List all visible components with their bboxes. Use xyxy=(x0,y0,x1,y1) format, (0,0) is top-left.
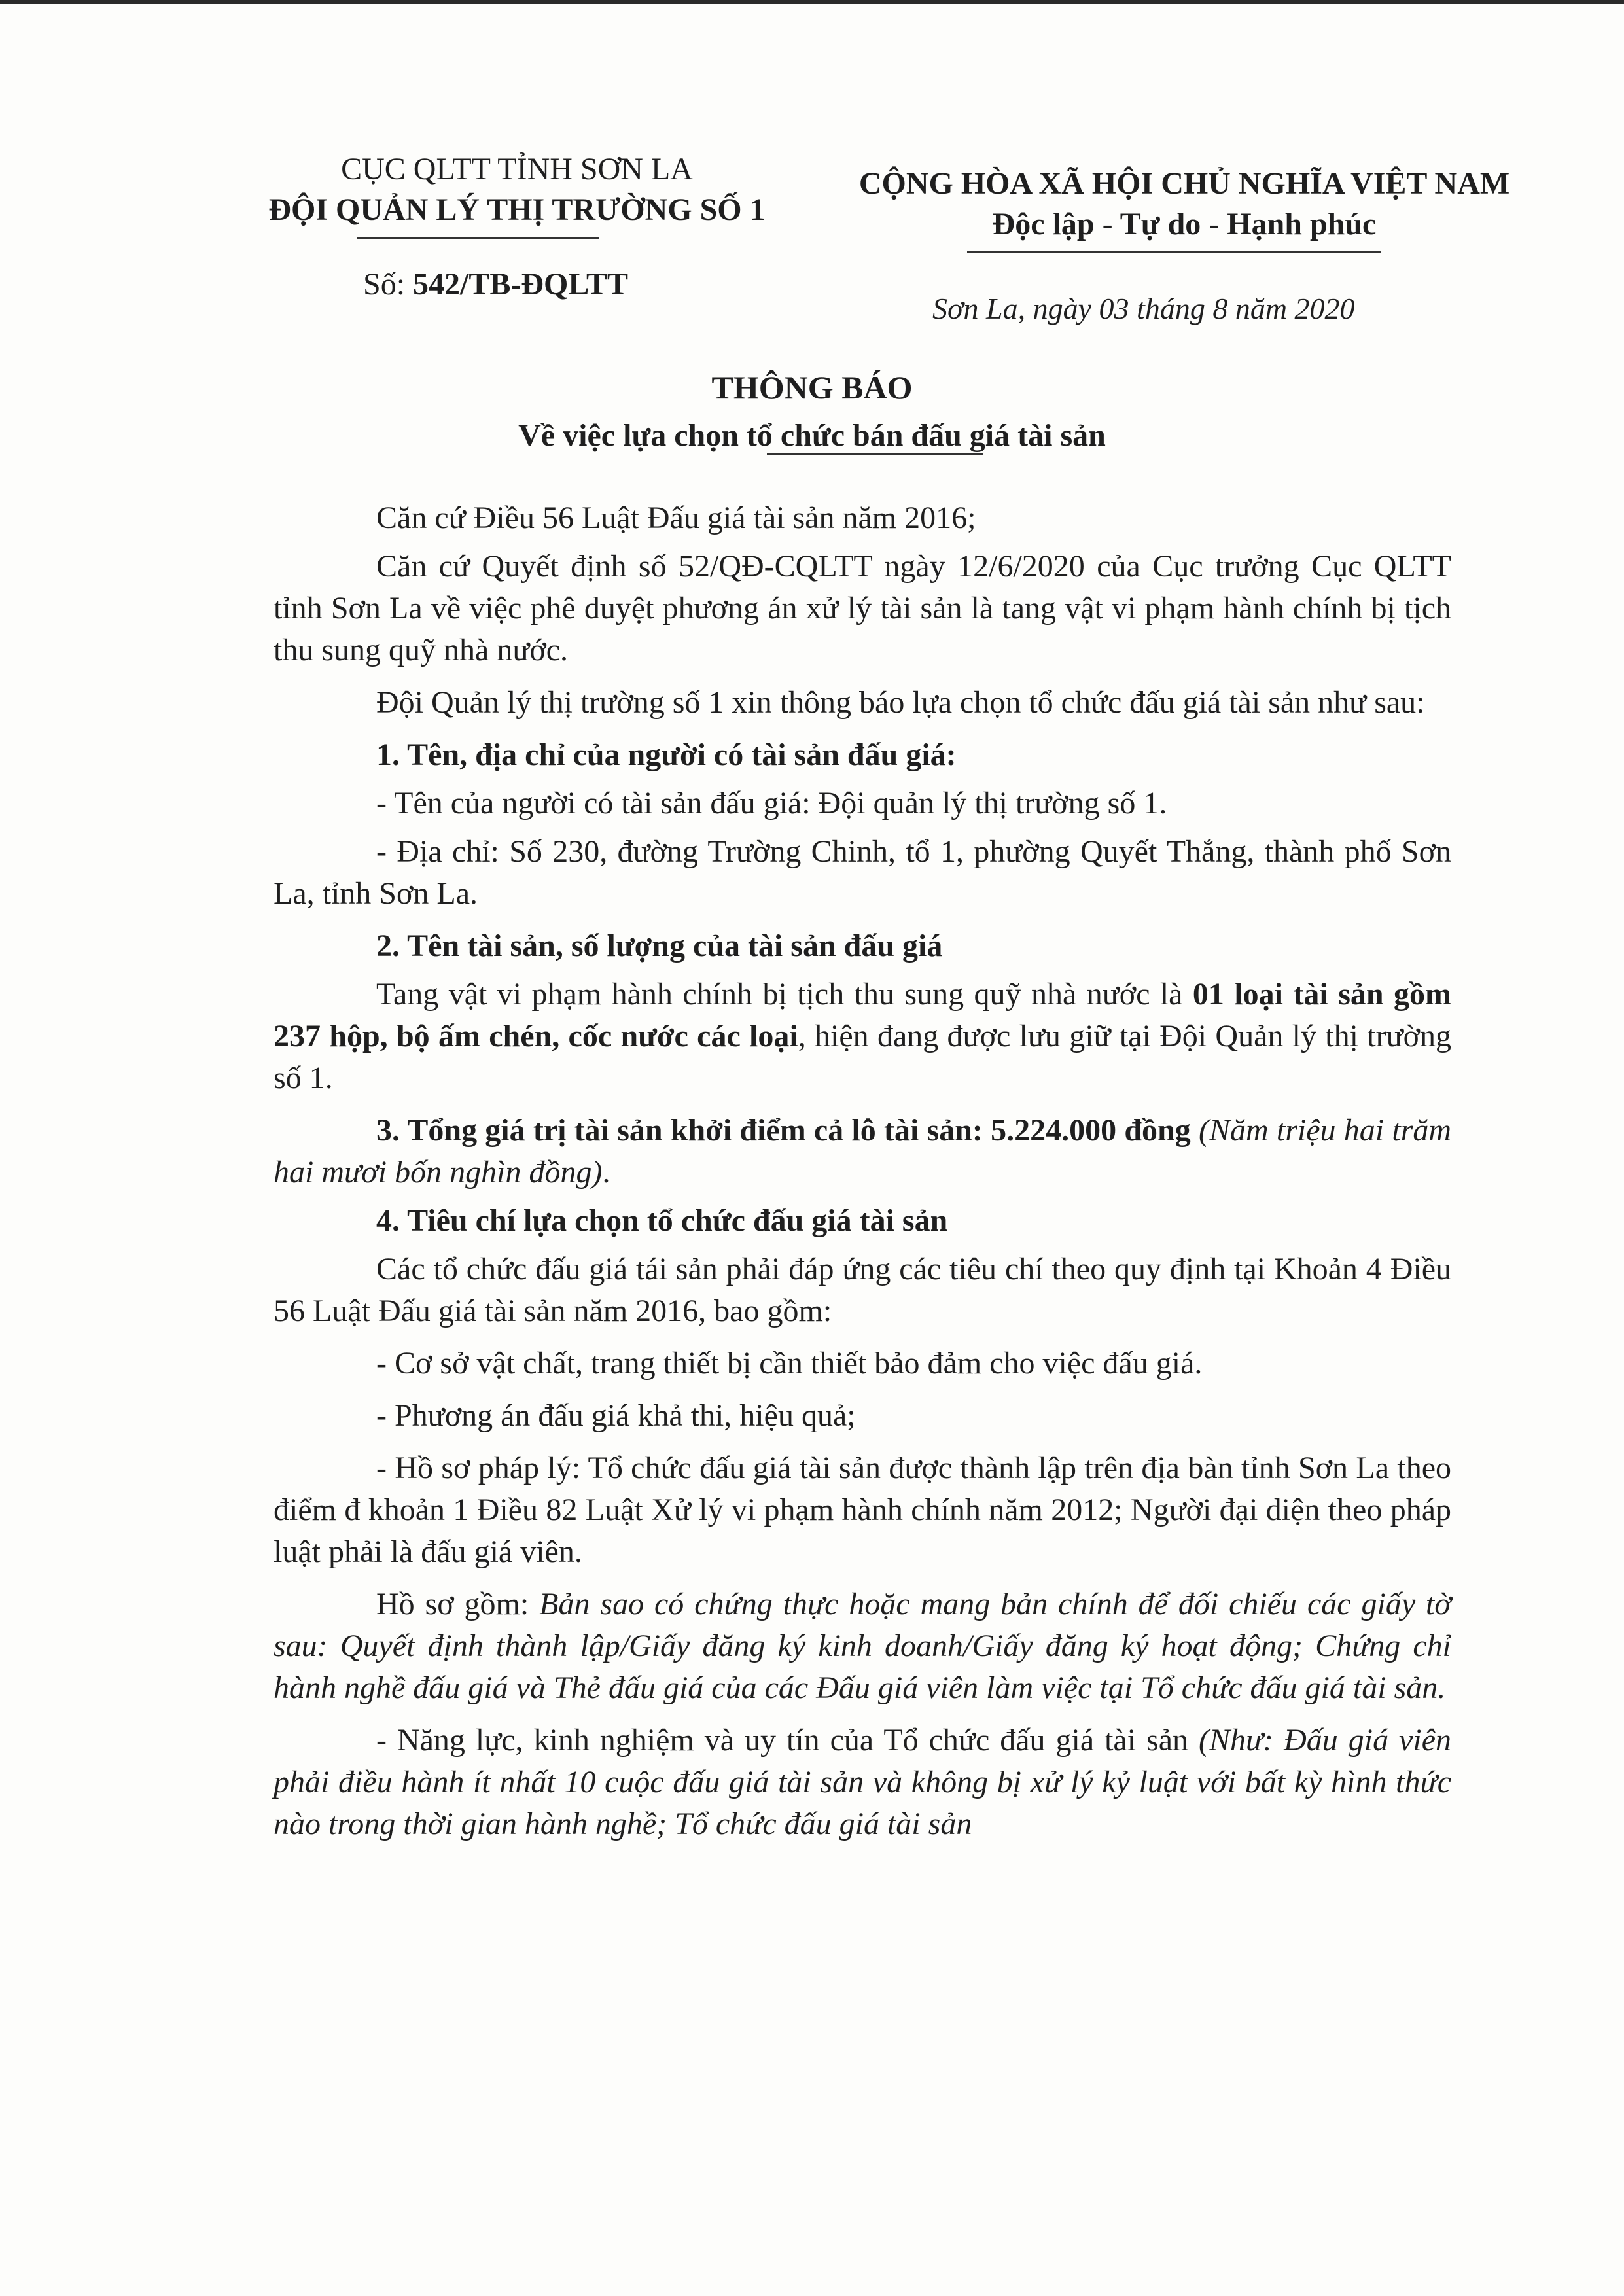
section-4-plan: - Phương án đấu giá khả thi, hiệu quả; xyxy=(376,1398,856,1433)
section-2-text xyxy=(274,974,1451,1099)
document-number xyxy=(363,266,628,302)
section-2-heading: 2. Tên tài sản, số lượng của tài sản đấu giá xyxy=(376,928,943,963)
section-3-in-words: (Năm triệu hai trăm hai mươi bốn nghìn đồng) xyxy=(274,1113,1452,1190)
dossier-items: Bản sao có chứng thực hoặc mang bản chính để đối chiếu các giấy tờ sau: Quyết định thành lập/Giấy đăng ký kinh doanh/Giấy đăng ký hoạt động; Chứng chỉ hành nghề đấu giá và Thẻ đấu giá của các Đấu giá viên làm việc tại Tổ chức đấu giá tài sản. xyxy=(274,1587,1451,1705)
section-4-facilities: - Cơ sở vật chất, trang thiết bị cần thiết bảo đảm cho việc đấu giá. xyxy=(376,1346,1203,1381)
issue-date: Sơn La, ngày 03 tháng 8 năm 2020 xyxy=(932,292,1355,325)
issuer-header xyxy=(249,149,785,230)
section-4-intro: Các tổ chức đấu giá tái sản phải đáp ứng các tiêu chí theo quy định tại Khoản 4 Điều 56 Luật Đấu giá tài sản năm 2016, bao gồm: xyxy=(274,1252,1451,1328)
document-number-value: 542/TB-ĐQLTT xyxy=(413,267,629,302)
section-2-text-bold: 01 loại tài sản gồm 237 hộp, bộ ấm chén, cốc nước các loại xyxy=(274,977,1451,1053)
national-header xyxy=(818,164,1551,245)
issuer-underline xyxy=(357,237,599,239)
document-number-label: Số: xyxy=(363,267,406,302)
agency-name: CỤC QLTT TỈNH SƠN LA xyxy=(341,152,693,186)
section-2-text-a: Tang vật vi phạm hành chính bị tịch thu sung quỹ nhà nước là xyxy=(376,977,1193,1012)
section-4-dossier xyxy=(274,1583,1451,1709)
section-1-heading: 1. Tên, địa chỉ của người có tài sản đấu giá: xyxy=(376,737,957,772)
section-3-end: . xyxy=(602,1155,610,1190)
nation-name: CỘNG HÒA XÃ HỘI CHỦ NGHĨA VIỆT NAM xyxy=(858,166,1510,201)
section-1-name: - Tên của người có tài sản đấu giá: Đội quản lý thị trường số 1. xyxy=(376,786,1167,821)
section-2-text-b: , hiện đang được lưu giữ tại Đội Quản lý thị trường số 1. xyxy=(274,1019,1451,1095)
section-4-heading: 4. Tiêu chí lựa chọn tổ chức đấu giá tài sản xyxy=(376,1203,948,1238)
motto-underline xyxy=(967,251,1381,253)
section-3 xyxy=(274,1110,1451,1193)
subtitle-underline xyxy=(767,453,983,455)
section-4-capacity xyxy=(274,1720,1451,1845)
document-subtitle: Về việc lựa chọn tổ chức bán đấu giá tài sản xyxy=(518,418,1106,453)
intro-paragraph: Đội Quản lý thị trường số 1 xin thông báo lựa chọn tổ chức đấu giá tài sản như sau: xyxy=(376,685,1425,720)
section-3-heading: 3. Tổng giá trị tài sản khởi điểm cả lô tài sản: 5.224.000 đồng xyxy=(376,1113,1191,1148)
unit-name: ĐỘI QUẢN LÝ THỊ TRƯỜNG SỐ 1 xyxy=(268,192,766,227)
section-4-legal: - Hồ sơ pháp lý: Tổ chức đấu giá tài sản được thành lập trên địa bàn tỉnh Sơn La theo điểm đ khoản 1 Điều 82 Luật Xử lý vi phạm hành chính năm 2012; Người đại diện theo pháp luật phải là đấu giá viên. xyxy=(274,1451,1451,1569)
document-body xyxy=(274,497,1451,1845)
document-title: THÔNG BÁO xyxy=(711,369,913,406)
basis-1: Căn cứ Điều 56 Luật Đấu giá tài sản năm 2016; xyxy=(376,501,976,535)
capacity-text: - Năng lực, kinh nghiệm và uy tín của Tổ chức đấu giá tài sản xyxy=(376,1723,1199,1757)
capacity-details: (Như: Đấu giá viên phải điều hành ít nhất 10 cuộc đấu giá tài sản và không bị xử lý kỷ luật với bất kỳ hình thức nào trong thời gian hành nghề; Tổ chức đấu giá tài sản xyxy=(274,1723,1451,1841)
dossier-label: Hồ sơ gồm: xyxy=(376,1587,540,1621)
motto: Độc lập - Tự do - Hạnh phúc xyxy=(992,207,1377,241)
section-1-address: - Địa chỉ: Số 230, đường Trường Chinh, tổ 1, phường Quyết Thắng, thành phố Sơn La, tỉnh Sơn La. xyxy=(274,834,1451,911)
basis-2: Căn cứ Quyết định số 52/QĐ-CQLTT ngày 12/6/2020 của Cục trưởng Cục QLTT tỉnh Sơn La về việc phê duyệt phương án xử lý tài sản là tang vật vi phạm hành chính bị tịch thu sung quỹ nhà nước. xyxy=(274,549,1451,667)
